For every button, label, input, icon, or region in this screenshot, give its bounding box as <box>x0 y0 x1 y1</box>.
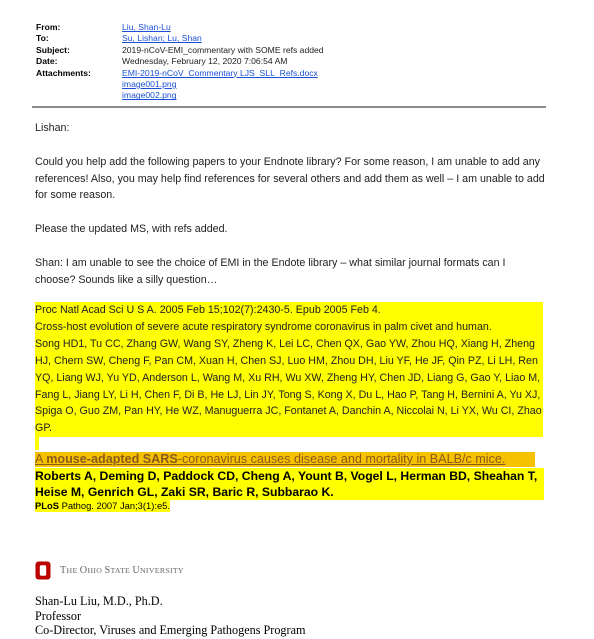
subject-row <box>36 45 556 56</box>
signature <box>35 594 305 638</box>
reference-1 <box>35 302 543 437</box>
highlight-marker <box>35 436 39 450</box>
from-row <box>36 22 556 33</box>
from-label: From: <box>36 22 61 32</box>
greeting: Lishan: <box>35 122 70 134</box>
subject-label: Subject: <box>36 44 70 55</box>
to-value[interactable]: Su, Lishan; Lu, Shan <box>122 33 202 44</box>
header-divider <box>32 106 546 108</box>
from-value[interactable]: Liu, Shan-Lu <box>122 22 171 32</box>
signature-name: Shan-Lu Liu, M.D., Ph.D. <box>35 594 163 608</box>
reference-authors: Song HD1, Tu CC, Zhang GW, Wang SY, Zheng K, Lei LC, Chen QX, Gao YW, Zhou HQ, Xiang H, Zheng HJ, Chern SW, Cheng F, Pan CM, Xuan H, Chen SJ, Luo HM, Zhou DH, Liu YF, He JF, Qin PZ, Li LH, Ren YQ, Liang WJ, Yu YD, Anderson L, Wang M, Xu RH, Wu XW, Zheng HY, Chen JD, Liang G, Gao Y, Liao M, Fang L, Jiang LY, Li H, Chen F, Di B, He LJ, Lin JY, Tong S, Kong X, Du L, Hao P, Tang H, Bernini A, Yu XJ, Spiga O, Guo ZM, Pan HY, He WZ, Manuguerra JC, Fontanet A, Danchin A, Niccolai N, Li YX, Wu CI, Zhao GP. <box>35 337 542 435</box>
date-label: Date: <box>36 56 58 67</box>
reference-title: Cross-host evolution of severe acute respiratory syndrome coronavirus in palm civet and human. <box>35 320 492 333</box>
body-paragraph: Please the updated MS, with refs added. <box>35 223 228 236</box>
title-part: A <box>35 452 47 466</box>
reference-citation: Proc Natl Acad Sci U S A. 2005 Feb 15;102(7):2430-5. Epub 2005 Feb 4. <box>35 304 381 316</box>
attachments-label: Attachments: <box>36 67 91 78</box>
email-body <box>35 120 545 289</box>
reference-authors: Roberts A, Deming D, Paddock CD, Cheng A, Yount B, Vogel L, Herman BD, Sheahan T, Heise M, Genrich GL, Zaki SR, Baric R, Subbarao K. <box>35 468 544 500</box>
journal-details: Pathog. 2007 Jan;3(1):e5. <box>58 500 170 511</box>
attachment-link[interactable]: image002.png <box>122 90 177 101</box>
body-paragraph: Could you help add the following papers to your Endnote library? For some reason, I am unable to add any references! Also, you may help find references for several others and add them as well – I am unable to add for some reason. <box>35 155 545 202</box>
journal-name: PLoS <box>35 500 59 511</box>
to-row <box>36 33 556 44</box>
university-logo <box>35 561 184 580</box>
university-name: THE OHIO STATE UNIVERSITY <box>60 565 184 576</box>
email-header <box>36 22 556 102</box>
attachment-link[interactable]: image001.png <box>122 79 177 90</box>
subject-value: 2019-nCoV-EMI_commentary with SOME refs added <box>122 44 324 55</box>
title-emphasis: mouse-adapted SARS <box>46 452 178 466</box>
signature-role: Professor <box>35 608 82 623</box>
ohio-state-block-o-icon <box>35 561 51 580</box>
reference-journal <box>35 500 170 512</box>
body-paragraph: Shan: I am unable to see the choice of EMI in the Endote library – what similar journal formats can I choose? Sounds like a silly question… <box>35 256 506 286</box>
attachments-list <box>122 68 318 102</box>
to-label: To: <box>36 33 49 44</box>
date-value: Wednesday, February 12, 2020 7:06:54 AM <box>122 56 288 67</box>
signature-program: Co-Director, Viruses and Emerging Pathogens Program <box>35 623 306 638</box>
reference-title-link[interactable] <box>35 452 535 467</box>
attachments-row <box>36 68 556 102</box>
date-row <box>36 56 556 67</box>
title-part: -coronavirus causes disease and mortality in BALB/c mice. <box>177 452 506 466</box>
attachment-link[interactable]: EMI-2019-nCoV_Commentary LJS_SLL_Refs.docx <box>122 67 318 78</box>
